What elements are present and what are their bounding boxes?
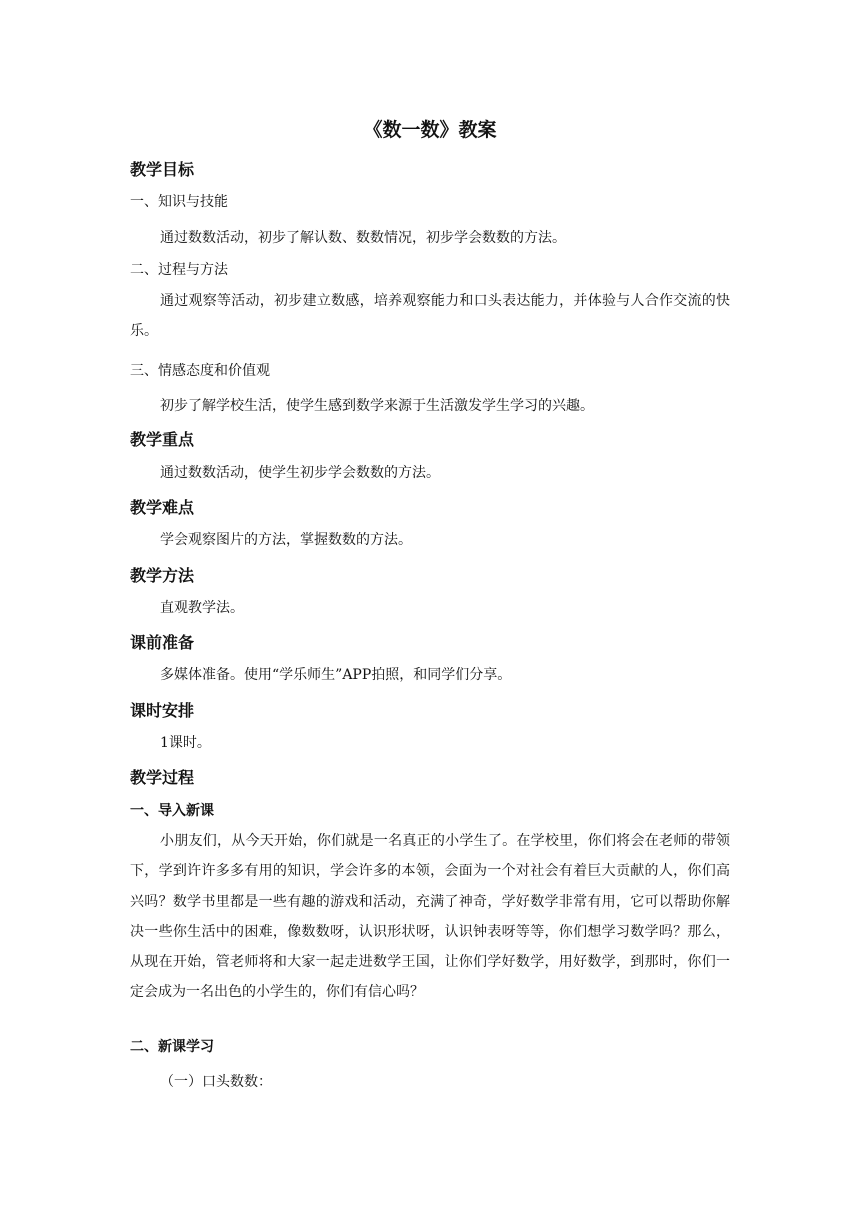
objectives-heading: 教学目标: [130, 160, 195, 179]
objectives-section-2-text: 通过观察等活动，初步建立数感，培养观察能力和口头表达能力，并体验与人合作交流的快乐。: [130, 293, 730, 340]
preparation-heading: 课前准备: [130, 633, 195, 652]
schedule-heading: 课时安排: [130, 701, 195, 720]
objectives-section-3-text: 初步了解学校生活，使学生感到数学来源于生活激发学生学习的兴趣。: [160, 398, 594, 414]
document-title: 《数一数》教案: [363, 119, 497, 141]
process-heading: 教学过程: [130, 768, 195, 787]
process-section-1-text: 小朋友们，从今天开始，你们就是一名真正的小学生了。在学校里，你们将会在老师的带领下，学到许许多多有用的知识，学会许多的本领，会面为一个对社会有着巨大贡献的人，你们高兴吗？数学书里都是一些有趣的游戏和活动，充满了神奇，学好数学非常有用，它可以帮助你解决一些你生活中的困难，像数数呀，认识形状呀，认识钟表呀等等，你们想学习数学吗？那么，从现在开始，管老师将和大家一起走进数学王国，让你们学好数学，用好数学，到那时，你们一定会成为一名出色的小学生的，你们有信心吗？: [130, 833, 730, 1001]
difficulties-heading: 教学难点: [130, 498, 195, 517]
objectives-section-1-text: 通过数数活动，初步了解认数、数数情况，初步学会数数的方法。: [160, 230, 566, 246]
methods-text: 直观教学法。: [160, 600, 244, 616]
process-section-2-title: 二、新课学习: [130, 1039, 214, 1055]
difficulties-text: 学会观察图片的方法，掌握数数的方法。: [160, 532, 412, 548]
objectives-section-2-title: 二、过程与方法: [130, 262, 228, 278]
preparation-text: 多媒体准备。使用“学乐师生”APP拍照，和同学们分享。: [160, 667, 512, 683]
methods-heading: 教学方法: [130, 566, 195, 585]
schedule-text: 1课时。: [160, 735, 211, 751]
process-section-1-title: 一、导入新课: [130, 803, 214, 819]
objectives-section-3-title: 三、情感态度和价值观: [130, 363, 270, 379]
key-points-text: 通过数数活动，使学生初步学会数数的方法。: [160, 465, 440, 481]
objectives-section-1-title: 一、知识与技能: [130, 194, 228, 210]
key-points-heading: 教学重点: [130, 430, 195, 449]
process-section-2-item-1: （一）口头数数：: [160, 1074, 272, 1090]
